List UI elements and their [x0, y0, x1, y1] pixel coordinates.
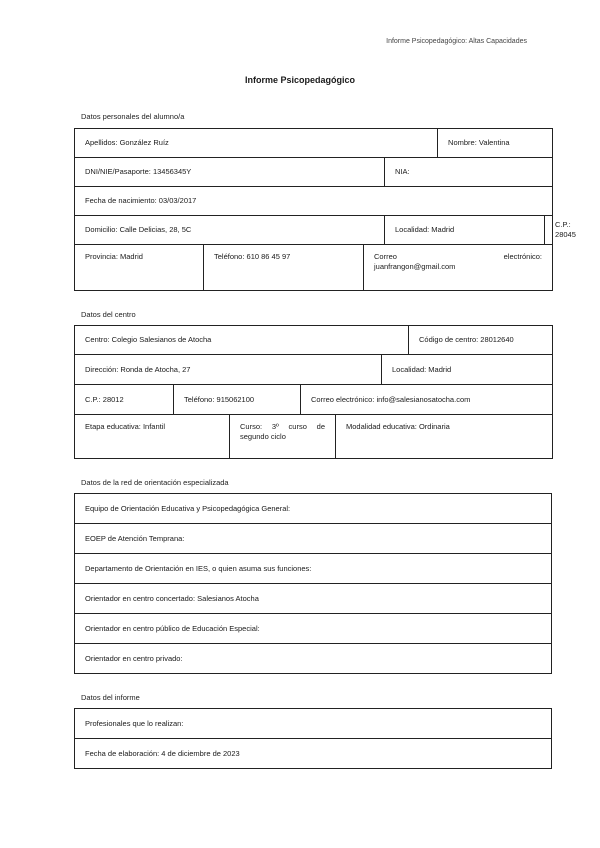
running-header: Informe Psicopedagógico: Altas Capacidades	[386, 38, 527, 45]
field-cp[interactable]: C.P.: 28045	[545, 216, 553, 245]
document-title: Informe Psicopedagógico	[244, 75, 356, 85]
field-red-item[interactable]: Orientador en centro privado:	[75, 644, 552, 674]
field-fecha-nacimiento[interactable]: Fecha de nacimiento: 03/03/2017	[75, 187, 553, 216]
correo-value: juanfrangon@gmail.com	[374, 262, 456, 271]
correo-label	[374, 252, 542, 262]
informe-table	[74, 708, 552, 769]
section-title-centro: Datos del centro	[81, 310, 136, 319]
field-localidad-centro[interactable]: Localidad: Madrid	[382, 355, 553, 385]
centro-table-2	[74, 354, 553, 385]
field-profesionales[interactable]: Profesionales que lo realizan:	[75, 709, 552, 739]
field-curso[interactable]	[230, 415, 336, 459]
personal-data-table-2	[74, 244, 553, 291]
centro-table-1	[74, 325, 553, 355]
field-telefono[interactable]: Teléfono: 610 86 45 97	[204, 245, 364, 291]
personal-data-table	[74, 128, 576, 245]
field-etapa[interactable]: Etapa educativa: Infantil	[75, 415, 230, 459]
red-table	[74, 493, 552, 674]
field-correo-centro[interactable]: Correo electrónico: info@salesianosatocha.com	[301, 385, 553, 415]
field-centro[interactable]: Centro: Colegio Salesianos de Atocha	[75, 326, 409, 355]
field-red-item[interactable]: Departamento de Orientación en IES, o quien asuma sus funciones:	[75, 554, 552, 584]
field-fecha-elaboracion[interactable]: Fecha de elaboración: 4 de diciembre de 2023	[75, 739, 552, 769]
centro-table-3	[74, 384, 553, 415]
correo-label-2: electrónico:	[503, 252, 542, 261]
field-domicilio[interactable]: Domicilio: Calle Delicias, 28, 5C	[75, 216, 385, 245]
field-localidad[interactable]: Localidad: Madrid	[385, 216, 545, 245]
field-red-item[interactable]: Equipo de Orientación Educativa y Psicopedagógica General:	[75, 494, 552, 524]
field-red-item[interactable]: EOEP de Atención Temprana:	[75, 524, 552, 554]
field-nombre[interactable]: Nombre: Valentina	[438, 129, 553, 158]
field-red-item[interactable]: Orientador en centro concertado: Salesianos Atocha	[75, 584, 552, 614]
field-cp-centro[interactable]: C.P.: 28012	[75, 385, 174, 415]
section-title-red: Datos de la red de orientación especializada	[81, 478, 229, 487]
section-title-personal: Datos personales del alumno/a	[81, 112, 185, 121]
field-telefono-centro[interactable]: Teléfono: 915062100	[174, 385, 301, 415]
field-correo[interactable]	[364, 245, 553, 291]
curso-line-1: Curso: 3º curso de	[240, 422, 325, 431]
field-apellidos[interactable]: Apellidos: González Ruíz	[75, 129, 438, 158]
field-dni[interactable]: DNI/NIE/Pasaporte: 13456345Y	[75, 158, 385, 187]
field-direccion[interactable]: Dirección: Ronda de Atocha, 27	[75, 355, 382, 385]
correo-label-1: Correo	[374, 252, 397, 261]
field-codigo-centro[interactable]: Código de centro: 28012640	[409, 326, 553, 355]
section-title-informe: Datos del informe	[81, 693, 140, 702]
centro-table-4	[74, 414, 553, 459]
field-nia[interactable]: NIA:	[385, 158, 553, 187]
curso-line-2: segundo ciclo	[240, 432, 286, 441]
field-modalidad[interactable]: Modalidad educativa: Ordinaria	[336, 415, 553, 459]
field-provincia[interactable]: Provincia: Madrid	[75, 245, 204, 291]
field-red-item[interactable]: Orientador en centro público de Educación Especial:	[75, 614, 552, 644]
